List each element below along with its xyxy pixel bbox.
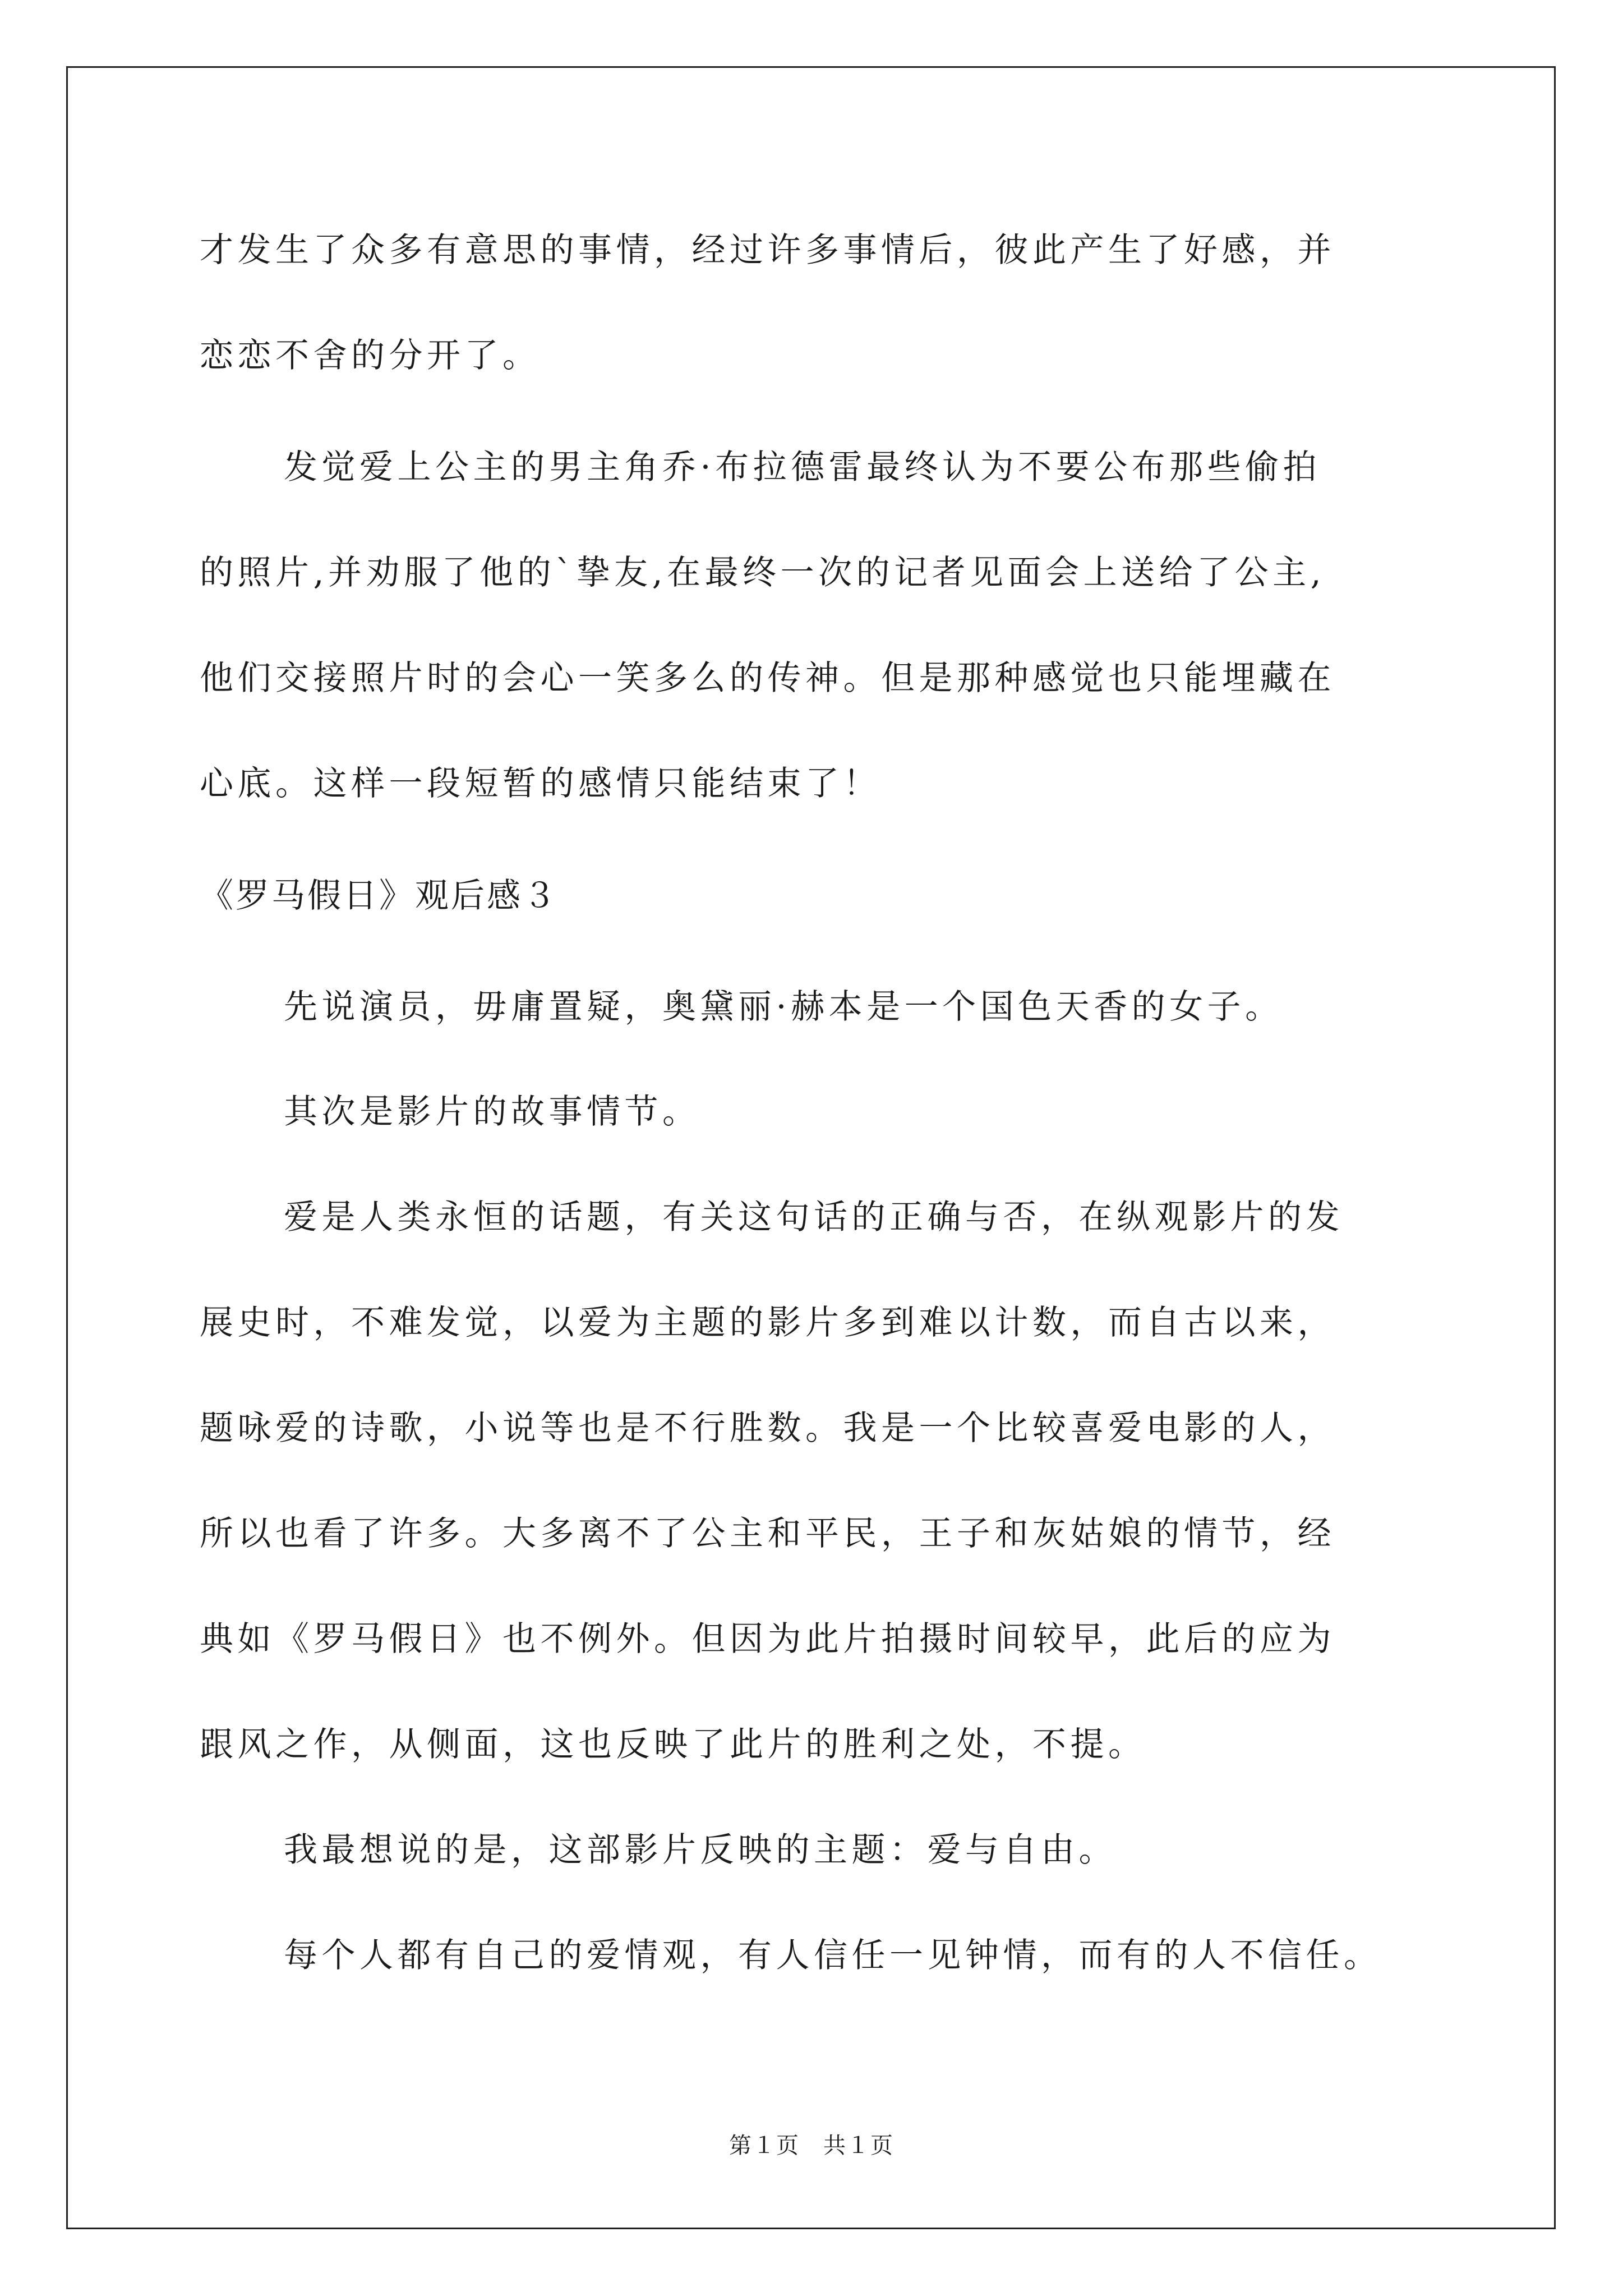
page-number-footer: 第１页 共１页 [729, 2133, 894, 2159]
paragraph-line: 每个人都有自己的爱情观，有人信任一见钟情，而有的人不信任。 [284, 1936, 1382, 1975]
paragraph-line: 我最想说的是，这部影片反映的主题：爱与自由。 [284, 1830, 1117, 1870]
paragraph-line: 的照片,并劝服了他的`挚友,在最终一次的记者见面会上送给了公主, [200, 553, 1326, 592]
section-heading: 《罗马假日》观后感３ [200, 876, 559, 915]
paragraph-line: 所以也看了许多。大多离不了公主和平民，王子和灰姑娘的情节，经 [200, 1514, 1335, 1553]
paragraph-line: 他们交接照片时的会心一笑多么的传神。但是那种感觉也只能埋藏在 [200, 659, 1335, 698]
paragraph-line: 跟风之作，从侧面，这也反映了此片的胜利之处，不提。 [200, 1725, 1146, 1764]
paragraph-line: 典如《罗马假日》也不例外。但因为此片拍摄时间较早，此后的应为 [200, 1619, 1335, 1659]
page-border [66, 66, 1556, 2229]
paragraph-line: 发觉爱上公主的男主角乔·布拉德雷最终认为不要公布那些偷拍 [284, 448, 1321, 487]
paragraph-line: 题咏爱的诗歌，小说等也是不行胜数。我是一个比较喜爱电影的人， [200, 1409, 1335, 1448]
paragraph-line: 其次是影片的故事情节。 [284, 1092, 700, 1131]
paragraph-line: 爱是人类永恒的话题，有关这句话的正确与否，在纵观影片的发 [284, 1198, 1344, 1237]
paragraph-line: 恋恋不舍的分开了。 [200, 336, 541, 375]
paragraph-line: 心底。这样一段短暂的感情只能结束了！ [200, 764, 881, 803]
paragraph-line: 先说演员，毋庸置疑，奥黛丽·赫本是一个国色天香的女子。 [284, 987, 1283, 1027]
paragraph-line: 展史时，不难发觉，以爱为主题的影片多到难以计数，而自古以来， [200, 1303, 1335, 1342]
paragraph-line: 才发生了众多有意思的事情，经过许多事情后，彼此产生了好感，并 [200, 231, 1335, 270]
